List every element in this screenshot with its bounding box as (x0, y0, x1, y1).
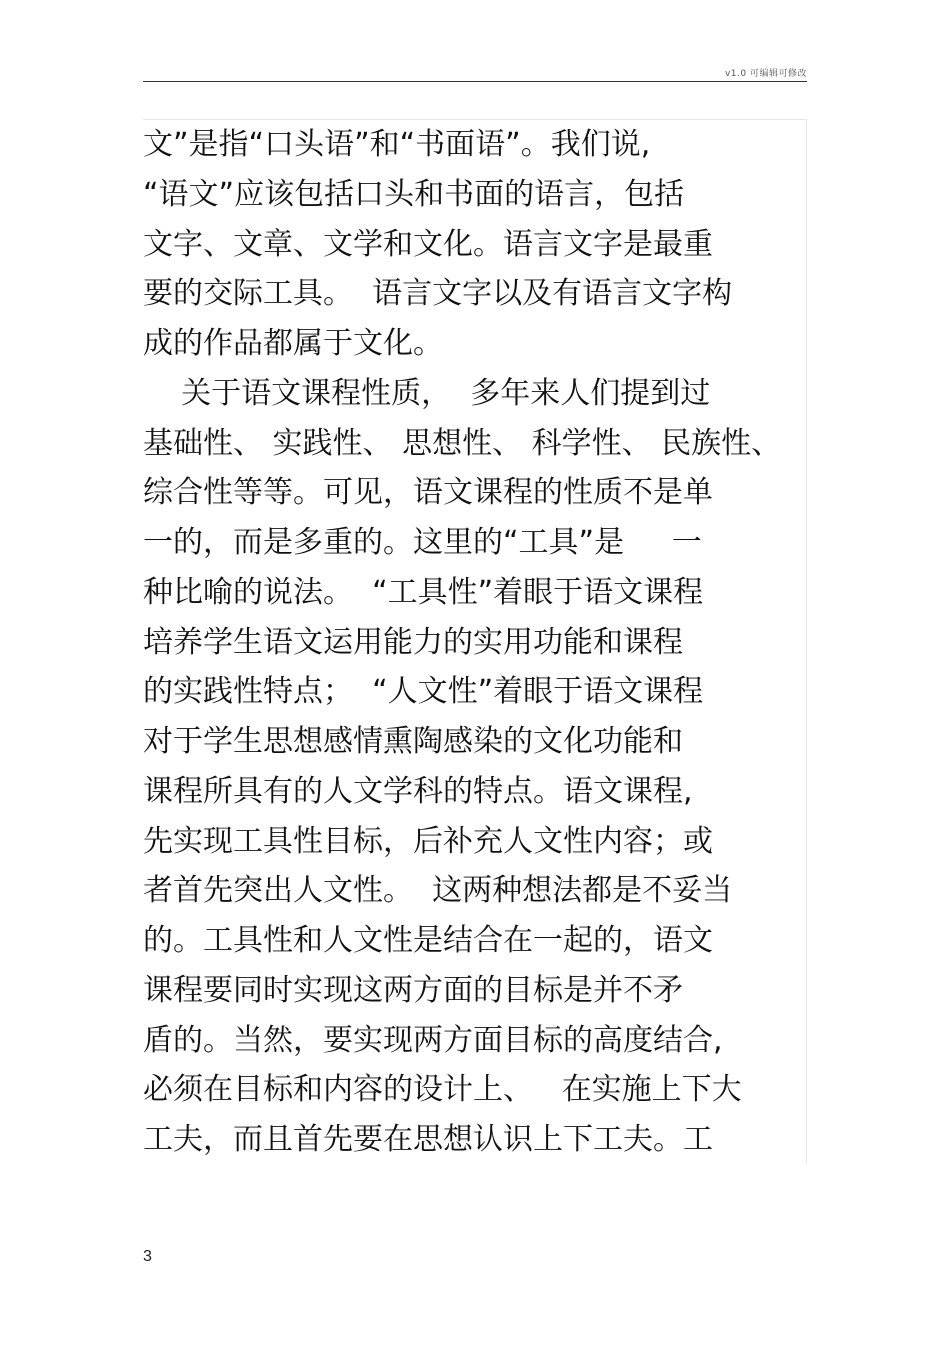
text-line: 文字、文章、文学和文化。语言文字是最重 (143, 226, 713, 262)
text-line: 必须在目标和内容的设计上、 在实施上下大 (143, 1072, 742, 1108)
text-line: 要的交际工具。 语言文字以及有语言文字构 (143, 276, 733, 312)
text-line: 关于语文课程性质， 多年来人们提到过 (143, 375, 711, 411)
text-line: 培养学生语文运用能力的实用功能和课程 (143, 624, 683, 660)
header-version-label: v1.0 可编辑可修改 (724, 69, 807, 79)
text-line: 者首先突出人文性。 这两种想法都是不妥当 (143, 873, 733, 909)
text-line: 盾的。当然，要实现两方面目标的高度结合, (143, 1022, 723, 1058)
text-line: 的。工具性和人文性是结合在一起的，语文 (143, 923, 713, 958)
text-line: “语文”应该包括口头和书面的语言，包括 (143, 176, 685, 212)
text-line: 课程所具有的人文学科的特点。语文课程, (143, 773, 693, 809)
text-line: 种比喻的说法。 “工具性”着眼于语文课程 (143, 574, 704, 610)
text-line: 先实现工具性目标，后补充人文性内容；或 (143, 823, 713, 859)
text-line: 课程要同时实现这两方面的目标是并不矛 (143, 972, 683, 1008)
text-line: 的实践性特点； “人文性”着眼于语文课程 (143, 674, 704, 710)
text-line: 对于学生思想感情熏陶感染的文化功能和 (143, 724, 683, 759)
text-line: 工夫，而且首先要在思想认识上下工夫。工 (143, 1122, 713, 1157)
content-box (143, 119, 807, 1163)
page-number: 3 (143, 1248, 152, 1265)
header-divider (143, 81, 807, 82)
text-line: 一的，而是多重的。这里的“工具”是 一 (143, 525, 702, 560)
document-body-text (143, 120, 807, 1163)
text-line: 成的作品都属于文化。 (143, 326, 443, 361)
text-line: 文”是指“口头语”和“书面语”。我们说, (143, 127, 651, 162)
text-line: 综合性等等。可见，语文课程的性质不是单 (143, 475, 713, 511)
text-line: 基础性、 实践性、 思想性、 科学性、 民族性、 (143, 425, 782, 461)
